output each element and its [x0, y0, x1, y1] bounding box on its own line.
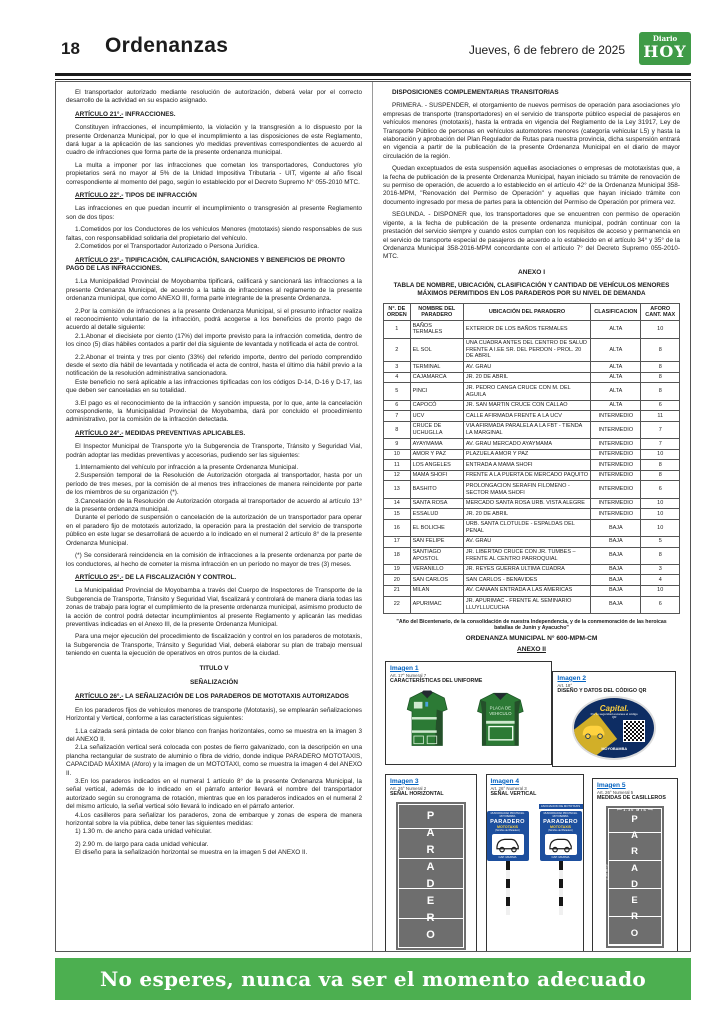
- qr-sticker-graphic: [574, 698, 654, 758]
- centered-heading: SEÑALIZACIÓN: [190, 678, 238, 686]
- table-cell: 10: [641, 321, 680, 338]
- table-cell: JR. LIBERTAD CRUCE CON JR. TUMBES – FRENTE AL CENTRO PARROQUIAL: [463, 547, 590, 564]
- table-cell: 7: [384, 411, 411, 422]
- bottom-banner: [55, 958, 691, 1000]
- table-cell: SAN CARLOS: [410, 575, 463, 586]
- table-cell: SAN CARLOS - BENAVIDES: [463, 575, 590, 586]
- paraderos-table-title: TABLA DE NOMBRE, UBICACIÓN, CLASIFICACIÓN Y CANTIDAD DE VEHÍCULOS MENORES MÁXIMOS PERMITIDOS EN LOS PARADEROS POR SU NIVEL DE DEMANDA: [393, 282, 670, 298]
- table-cell: 5: [641, 536, 680, 547]
- table-cell: INTERMEDIO: [591, 481, 641, 498]
- table-cell: AV. GRAU: [463, 536, 590, 547]
- sign-pictogram: [545, 834, 577, 855]
- table-cell: 6: [641, 400, 680, 411]
- figure-senal-vertical: [486, 774, 584, 951]
- paragraph: 2.Por la comisión de infracciones a la presente Ordenanza Municipal, si el presunto infractor realiza el reconocimiento voluntario de la infracción, podrá acogerse a los beneficios de pronto pago de acuerdo al detalle siguiente:: [66, 307, 362, 332]
- table-cell: CAPOCÓ: [410, 400, 463, 411]
- table-row: [384, 575, 680, 586]
- table-row: [384, 596, 680, 613]
- imagen3-link[interactable]: Imagen 3: [390, 777, 419, 785]
- paragraph: 3.En los paraderos indicados en el numeral 1 artículo 8° de la presente Ordenanza Municipal, la señal vertical, además de lo indicado en el párrafo anterior llevará el nombre del transportador autorizado según su cronograma de rotación, mientras que en los paraderos indicados en el numeral 2 del mismo artículo, la señal vertical sólo llevará lo indicado en el párrafo anterior.: [66, 778, 362, 811]
- qr-code-graphic: [623, 720, 645, 742]
- table-cell: TERMINAL: [410, 362, 463, 373]
- table-cell: 8: [641, 460, 680, 471]
- sign-subtitle: MOTOTAXIS: [549, 824, 572, 829]
- table-cell: 11: [384, 460, 411, 471]
- table-row: [384, 536, 680, 547]
- vertical-signs: [491, 804, 579, 916]
- paragraph: DISPOSICIONES COMPLEMENTARIAS TRANSITORIAS: [392, 89, 559, 96]
- column-header: N°. DE ORDEN: [384, 304, 411, 321]
- table-cell: 10: [641, 585, 680, 596]
- table-cell: BAÑOS TERMALES: [410, 321, 463, 338]
- table-cell: JR. 20 DE ABRIL: [463, 509, 590, 520]
- sign-title: PARADERO: [490, 818, 525, 825]
- sticker-brand: Capital.: [599, 703, 629, 713]
- road-letter: A: [426, 826, 436, 839]
- figure-senal-horizontal: [385, 774, 477, 951]
- figure-codigo-qr: [552, 671, 676, 767]
- transitory-dispositions: [383, 89, 680, 262]
- road-letter: P: [631, 813, 639, 825]
- road-letter: R: [426, 843, 436, 856]
- mototaxi-icon: [495, 836, 521, 853]
- figure-uniforme: [385, 661, 552, 765]
- road-letter: A: [631, 862, 639, 874]
- table-row: [384, 439, 680, 450]
- table-cell: 4: [641, 575, 680, 586]
- road-letter: O: [426, 928, 436, 941]
- table-cell: 8: [641, 470, 680, 481]
- article-number: ARTÍCULO 26°.-: [75, 693, 124, 701]
- table-cell: CRUCE DE UCHUGLLA: [410, 421, 463, 438]
- table-cell: ALTA: [591, 338, 641, 362]
- sign-board: [540, 811, 582, 861]
- table-cell: BASHITO: [410, 481, 463, 498]
- table-cell: 14: [384, 498, 411, 509]
- anexo2-figures-row2: [383, 774, 680, 951]
- table-cell: INTERMEDIO: [591, 470, 641, 481]
- table-cell: INTERMEDIO: [591, 509, 641, 520]
- table-cell: BAJA: [591, 575, 641, 586]
- table-cell: 8: [384, 421, 411, 438]
- road-letter: O: [630, 927, 640, 939]
- table-header: [384, 304, 680, 321]
- paragraph: 1) 1.30 m. de ancho para cada unidad vehicular.: [75, 828, 212, 836]
- paragraph: Durante el período de suspensión o cancelación de la autorización de un transportador para operar en el paradero fijo de mototaxis autorizado, la operación para la prestación del servicio de transporte público en este lugar se desarrollará de acuerdo a lo indicado en el numeral 2 artículo 8° de la presente Ordenanza Municipal.: [66, 514, 362, 547]
- table-cell: APURIMAC: [410, 596, 463, 613]
- table-cell: SANTA ROSA: [410, 498, 463, 509]
- table-row: [384, 411, 680, 422]
- article-number: ARTÍCULO 22°.-: [75, 192, 124, 200]
- table-row: [384, 547, 680, 564]
- road-letter: A: [631, 830, 639, 842]
- article-number: ARTÍCULO 25°.-: [75, 573, 124, 581]
- table-row: [384, 338, 680, 362]
- page-header: [55, 30, 691, 72]
- table-row: [384, 362, 680, 373]
- paragraph: PRIMERA. - SUSPENDER, el otorgamiento de nuevos permisos de operación para asociaciones y/o empresas de transporte (transportadores) en el servicio de transporte público especial de pasajeros en vehículos menores (mototaxis), hasta la entrada en vigencia del Reglamento de la Ley 31917, Ley de Transporte Público de personas en vehículos automotores menores (categoría vehicular L5) y hasta la elaboración y aprobación del Plan Regulador de Rutas para nuestra provincia, dicha suspensión entrará en vigencia a partir de la publicación de la presente Ordenanza Municipal en el diario de mayor circulación de la región.: [383, 102, 680, 160]
- road-letter: D: [631, 878, 639, 890]
- table-cell: 8: [641, 338, 680, 362]
- table-cell: INTERMEDIO: [591, 449, 641, 460]
- table-cell: 15: [384, 509, 411, 520]
- paragraph: 2.Suspensión temporal de la Resolución de Autorización otorgada al transportador, hasta por un período de tres meses, por la comisión de al menos tres infracciones de manera reincidente por parte de los miembros de su organización (*).: [66, 472, 362, 497]
- imagen2-ref: Art. 18°: [557, 682, 573, 688]
- paragraph: 1.La Municipalidad Provincial de Moyobamba tipificará, calificará y sancionará las infracciones a la presente Ordenanza Municipal, de acuerdo a la tabla de infracciones al reglamento de la presente ordenanza municipal, que como ANEXO III, forma parte integrante de la presente Ordenanza.: [66, 278, 362, 303]
- table-cell: UCV: [410, 411, 463, 422]
- road-letter: E: [426, 894, 436, 907]
- sign-capacity: CAP. MAXIMA: [551, 854, 570, 859]
- paragraph: SEGUNDA. - DISPONER que, los transportadores que se encuentren con permiso de operación vigente, a la fecha de publicación de la presente ordenanza municipal, podrán continuar con la prestación del servicio siempre y cuando estos cumplan con los requisitos de acceso y permanencia en el servicio de transporte especial de pasajeros de acuerdo a lo establecido en el artículo 34° y 35° de la Ordenanza Municipal 358-2016-MPM concordante con el artículo 7° del Decreto Supremo 055-2010-MTC.: [383, 211, 680, 261]
- table-cell: JR. SAN MARTIN CRUCE CON CALLAO: [463, 400, 590, 411]
- sign-pictogram: [492, 834, 524, 855]
- table-cell: AYAYMAMA: [410, 439, 463, 450]
- paragraph: 2.Cometidos por el Transportador Autorizado o Persona Jurídica.: [75, 243, 260, 251]
- column-header: CLASIFICACION: [591, 304, 641, 321]
- table-cell: INTERMEDIO: [591, 421, 641, 438]
- imagen2-link[interactable]: Imagen 2: [557, 674, 587, 682]
- table-cell: 13: [384, 481, 411, 498]
- imagen1-title: CARACTERÍSTICAS DEL UNIFORME: [390, 678, 483, 685]
- paragraph: Este beneficio no será aplicable a las infracciones tipificadas con los códigos D-14, D-16 y D-17, las que deben ser canceladas en su totalidad.: [66, 378, 362, 395]
- table-cell: ALTA: [591, 321, 641, 338]
- table-row: [384, 372, 680, 383]
- table-cell: ALTA: [591, 372, 641, 383]
- article-number: ARTÍCULO 24°.-: [75, 429, 124, 437]
- imagen1-ref: Art. 17° Numeral 7: [390, 672, 427, 678]
- article-heading: ARTÍCULO 21°.- INFRACCIONES.: [75, 110, 176, 118]
- sign-board: [487, 811, 529, 861]
- table-cell: 9: [384, 439, 411, 450]
- article-frame: [55, 81, 691, 952]
- table-row: [384, 449, 680, 460]
- section-title: Ordenanzas: [105, 34, 229, 57]
- uniform-vests-graphic: [393, 686, 545, 750]
- paragraph: 1.La calzada será pintada de color blanco con franjas horizontales, como se muestra en la imagen 3 del ANEXO II.: [66, 727, 362, 743]
- road-letter: E: [631, 895, 639, 907]
- sticker-city: MOYOBAMBA: [601, 747, 628, 752]
- road-letter: R: [631, 846, 639, 858]
- table-row: [384, 498, 680, 509]
- table-cell: 1: [384, 321, 411, 338]
- paragraph: 2.1.Abonar el diecisiete por ciento (17%) del importe previsto para la infracción cometida, dentro de los cinco (5) días hábiles contados a partir del día siguiente de levantada y notificada el acta de control.: [66, 332, 362, 349]
- page-number: 18: [61, 39, 80, 58]
- mototaxi-icon: [548, 836, 574, 853]
- table-cell: CALLE AFIRMADA FRENTE A LA UCV: [463, 411, 590, 422]
- paragraph: 2.2.Abonar el treinta y tres por ciento (33%) del referido importe, dentro del período comprendido desde el sexto día hábil de levantada y notificada el acta de control, hasta el último día hábil previo a la notificación de la resolución administrativa sancionadora.: [66, 353, 362, 378]
- sign-header: MUNICIPALIDAD PROVINCIAL MOYOBAMBA: [490, 811, 525, 818]
- table-row: [384, 481, 680, 498]
- vest-back-text-1: PLACA DE: [489, 704, 511, 710]
- table-cell: INTERMEDIO: [591, 439, 641, 450]
- table-header-row: [384, 304, 680, 321]
- table-cell: 19: [384, 564, 411, 575]
- table-cell: LOS ANGELES: [410, 460, 463, 471]
- article-heading: ARTÍCULO 23°.- TIPIFICACIÓN, CALIFICACIÓN, SANCIONES Y BENEFICIOS DE PRONTO PAGO DE LAS INFRACCIONES.: [66, 256, 345, 272]
- table-cell: INTERMEDIO: [591, 411, 641, 422]
- paragraph: En los paraderos fijos de vehículos menores de transporte (Mototaxis), se emplearán señalizaciones Horizontal y Vertical, conforme a las características siguientes:: [66, 706, 362, 723]
- vest-back-text-2: VEHICULO: [488, 710, 512, 716]
- table-cell: 10: [641, 498, 680, 509]
- road-marking-graphic: [396, 802, 466, 950]
- table-cell: ALTA: [591, 362, 641, 373]
- depth-measure-label: 2.90 MTS: [604, 864, 609, 880]
- bicentenario-motto: "Año del Bicentenario, de la consolidación de nuestra Independencia, y de la conmemoración de las heroicas batallas de Junín y Ayacucho": [396, 618, 667, 632]
- table-cell: 11: [641, 411, 680, 422]
- table-cell: EXTERIOR DE LOS BAÑOS TERMALES: [463, 321, 590, 338]
- width-measure-label: ⟵ 1.30 MTS ⟶: [617, 807, 653, 812]
- sign-pole: [559, 861, 563, 915]
- anexo1-label: ANEXO I: [517, 268, 546, 276]
- table-cell: ALTA: [591, 400, 641, 411]
- anexo2-figures-row1: [383, 661, 680, 767]
- sign-pole: [506, 861, 510, 915]
- table-cell: JR. REYES GUERRA ULTIMA CUADRA: [463, 564, 590, 575]
- paragraph: Quedan exceptuados de esta suspensión aquellas asociaciones o empresas de mototaxistas que, a la fecha de publicación de la presente Ordenanza Municipal, hayan iniciado su trámite de renovación de su permiso de operación, de acuerdo a lo establecido en el artículo 42° de la Ordenanza Municipal 358-2016-MPM, "Renovación del Permiso de Operación" y aquellas que hayan iniciado trámite con documento ingresado por mesa de partes para la obtención del Permiso de Operación por primera vez.: [383, 165, 680, 206]
- paragraph: Las infracciones en que puedan incurrir el incumplimiento o transgresión al presente Reglamento son de dos tipos:: [66, 205, 362, 221]
- table-cell: JR. PEDRO CANGA CRUCE CON M. DEL AGUILA: [463, 383, 590, 400]
- table-cell: 10: [641, 519, 680, 536]
- paragraph: 1.Cometidos por los Conductores de los vehículos Menores (mototaxis) siendo responsables de sus faltas, con responsabilidad solidaria del propietario del vehículo.: [66, 226, 362, 242]
- imagen4-title: SEÑAL VERTICAL: [490, 791, 537, 798]
- table-body: [384, 321, 680, 613]
- table-cell: PROLONGACION SERAFIN FILOMENO - SECTOR MAMA SHOFI: [463, 481, 590, 498]
- table-cell: BAJA: [591, 536, 641, 547]
- table-cell: PLAZUELA AMOR Y PAZ: [463, 449, 590, 460]
- column-header: AFORO CANT. MAX: [641, 304, 680, 321]
- table-cell: SAN FELIPE: [410, 536, 463, 547]
- table-cell: ALTA: [591, 383, 641, 400]
- header-rule: [55, 73, 691, 80]
- table-row: [384, 400, 680, 411]
- table-cell: 3: [384, 362, 411, 373]
- table-cell: 21: [384, 585, 411, 596]
- paragraph: 3.El pago es el reconocimiento de la infracción y sanción impuesta, por lo que, ante la cancelación correspondiente, la Municipalidad Provincial de Moyobamba, dará por concluido el procedimiento administrativo, por la comisión de la infracción detectada.: [66, 399, 362, 424]
- centered-heading: TITULO V: [199, 664, 229, 672]
- paragraph: (*) Se considerará reincidencia en la comisión de infracciones a la presente ordenanza por parte de los conductores, al hecho de cometer la misma infracción en un período no mayor de tres (3) meses.: [66, 552, 362, 568]
- diario-hoy-logo: [639, 32, 691, 65]
- article-heading: ARTÍCULO 22°.- TIPOS DE INFRACCIÓN: [75, 192, 197, 200]
- table-cell: 8: [641, 383, 680, 400]
- table-row: [384, 383, 680, 400]
- logo-main-text: HOY: [643, 42, 687, 61]
- imagen5-link[interactable]: Imagen 5: [597, 781, 626, 789]
- paragraph: 2.La señalización vertical será colocada con postes de fierro galvanizado, con la descripción en una plancha rectangular de sustrato de aluminio o fibra de vidrio, donde indique PARADERO MOTOTAXIS, CAPACIDAD MÁXIMA (Aforo) y la imagen de un MOTOTAXI, como se muestra la imagen 4 del ANEXO II.: [66, 744, 362, 777]
- table-cell: AMOR Y PAZ: [410, 449, 463, 460]
- sign-capacity: CAP. MAXIMA: [498, 854, 517, 859]
- table-cell: CAJAMARCA: [410, 372, 463, 383]
- column-header: NOMBRE DEL PARADERO: [410, 304, 463, 321]
- table-cell: 12: [384, 470, 411, 481]
- anexo2-label: ANEXO II: [517, 646, 546, 654]
- table-cell: 8: [641, 547, 680, 564]
- logo-top-text: Diario: [652, 34, 678, 43]
- table-cell: BAJA: [591, 519, 641, 536]
- table-cell: JR. APURIMAC - FRENTE AL SEMINARIO LLUYLLUCUCHA: [463, 596, 590, 613]
- article-number: ARTÍCULO 21°.-: [75, 110, 124, 118]
- edition-date: Jueves, 6 de febrero de 2025: [468, 43, 625, 57]
- table-cell: ENTRADA A MAMA SHOFI: [463, 460, 590, 471]
- imagen5-ref: Art. 26° Numeral 5: [597, 789, 634, 795]
- paragraph: La Municipalidad Provincial de Moyobamba a través del Cuerpo de Inspectores de Transporte de la Subgerencia de Transporte, Tránsito y Seguridad Vial, fiscalizará y controlará de manera diaria todas las zonas de trabajo para lograr el cumplimiento de la presente ordenanza municipal, asimismo producto de la acción de control podrá detectar incumplimientos al presente Reglamento y aplicarán las medidas preventivas indicadas en el Anexo III, de la presente Ordenanza Municipal.: [66, 587, 362, 628]
- table-cell: URB. SANTA CLOTULDE - ESPALDAS DEL PENAL: [463, 519, 590, 536]
- sign-title: PARADERO: [543, 818, 578, 825]
- paragraph: 4.Los casilleros para señalizar los paraderos, zona de embarque y zonas de espera de manera horizontal sobre la vía pública, debe tener las siguientes medidas:: [66, 811, 362, 828]
- paradero-sign-right: [539, 804, 583, 916]
- table-cell: 10: [641, 449, 680, 460]
- paragraph: 1.Internamiento del vehículo por infracción a la presente Ordenanza Municipal.: [75, 464, 299, 472]
- left-column: [56, 82, 373, 951]
- table-cell: BAJA: [591, 547, 641, 564]
- road-letter: R: [631, 911, 639, 923]
- table-cell: 8: [641, 372, 680, 383]
- table-row: [384, 564, 680, 575]
- table-row: [384, 460, 680, 471]
- mototaxi-icon: [581, 722, 607, 740]
- table-cell: 17: [384, 536, 411, 547]
- table-cell: 6: [641, 596, 680, 613]
- sticker-tagline: Por tu seguridad escanea el código QR: [590, 711, 638, 720]
- imagen2-title: DISEÑO Y DATOS DEL CÓDIGO QR: [557, 688, 647, 695]
- table-cell: UNA CUADRA ANTES DEL CENTRO DE SALUD FRENTE A I.EE SR. DEL PERDON - PROL. 20 DE ABRIL: [463, 338, 590, 362]
- sign-header: MUNICIPALIDAD PROVINCIAL MOYOBAMBA: [543, 811, 578, 818]
- road-letter: D: [426, 877, 436, 890]
- imagen3-ref: Art. 26° Numeral 2: [390, 785, 427, 791]
- table-cell: 7: [641, 421, 680, 438]
- table-cell: AV. GRAU: [463, 362, 590, 373]
- imagen1-link[interactable]: Imagen 1: [390, 664, 419, 672]
- figure-medidas-casilleros: [592, 778, 678, 951]
- paragraph: Para una mejor ejecución del procedimiento de fiscalización y control en los paraderos de mototaxis, la Subgerencia de Transporte, Tránsito y Seguridad Vial, deberá elaborar su plan de trabajo mensual teniendo en cuenta la ejecución de operativos en otros puntos de la ciudad.: [66, 633, 362, 658]
- article-number: ARTÍCULO 23°.-: [75, 256, 124, 264]
- sign-subtitle: MOTOTAXIS: [496, 824, 519, 829]
- table-cell: INTERMEDIO: [591, 460, 641, 471]
- table-cell: 5: [384, 383, 411, 400]
- table-cell: 18: [384, 547, 411, 564]
- table-row: [384, 585, 680, 596]
- road-letter: R: [426, 911, 436, 924]
- article-heading: ARTÍCULO 26°.- LA SEÑALIZACIÓN DE LOS PARADEROS DE MOTOTAXIS AUTORIZADOS: [75, 693, 349, 701]
- imagen5-title: MEDIDAS DE CASILLEROS: [597, 795, 666, 802]
- table-cell: EL SOL: [410, 338, 463, 362]
- right-column: [373, 82, 690, 951]
- table-cell: SANTIAGO APOSTOL: [410, 547, 463, 564]
- table-row: [384, 421, 680, 438]
- table-cell: 6: [641, 481, 680, 498]
- paragraph: El Inspector Municipal de Transporte y/o la Subgerencia de Transporte, Tránsito y Seguridad Vial, podrán adoptar las medidas preventivas y accesorias, pudiendo ser las siguientes:: [66, 443, 362, 459]
- casillero-measures-graphic: [606, 806, 664, 948]
- table-cell: MILAN: [410, 585, 463, 596]
- table-cell: 16: [384, 519, 411, 536]
- road-letter: A: [426, 860, 436, 873]
- table-cell: ESSALUD: [410, 509, 463, 520]
- table-cell: VERANILLO: [410, 564, 463, 575]
- table-cell: AV. GRAU MERCADO AYAYMAMA: [463, 439, 590, 450]
- road-letter: P: [426, 809, 436, 822]
- paragraph: La multa a imponer por las infracciones que cometan los transportadores, Conductores y/o propietarios será no mayor al 5% de la Unidad Impositiva Tributaria - UIT, vigente al año fiscal correspondiente al momento del pago, según lo establecido por el Decreto Supremo N° 055-2010 MTC.: [66, 161, 362, 186]
- table-cell: INTERMEDIO: [591, 498, 641, 509]
- table-cell: VIA AFIRMADA PARALELA A LA FBT - TIENDA LA MARGINAL: [463, 421, 590, 438]
- paraderos-table: [383, 303, 680, 614]
- table-cell: PINCI: [410, 383, 463, 400]
- imagen4-ref: Art. 26° Numeral 3: [490, 785, 527, 791]
- table-cell: 8: [641, 362, 680, 373]
- table-cell: 22: [384, 596, 411, 613]
- paragraph: Constituyen infracciones, el incumplimiento, la violación y la transgresión a lo dispuesto por la presente Ordenanza Municipal, por lo que el incumplimiento a las disposiciones de este Reglamento, dará lugar a la aplicación de las sanciones y/o medidas preventivas correspondientes de acuerdo al cuadro de infracciones que forma parte de la presente ordenanza municipal.: [66, 124, 362, 157]
- table-row: [384, 519, 680, 536]
- table-cell: 6: [384, 400, 411, 411]
- paragraph: El diseño para la señalización horizontal se muestra en la imagen 5 del ANEXO II.: [75, 849, 308, 857]
- paradero-sign-left: [487, 811, 529, 915]
- table-cell: JR. 20 DE ABRIL: [463, 372, 590, 383]
- table-cell: 10: [384, 449, 411, 460]
- table-row: [384, 509, 680, 520]
- table-cell: MAMA SHOFI: [410, 470, 463, 481]
- table-cell: 7: [641, 439, 680, 450]
- banner-slogan: No esperes, nunca va ser el momento adecuado: [99, 967, 647, 991]
- table-cell: MERCADO SANTA ROSA URB. VISTA ALEGRE: [463, 498, 590, 509]
- ordinance-number: ORDENANZA MUNICIPAL N° 600-MPM-CM: [465, 634, 598, 642]
- paragraph: 3.Cancelación de la Resolución de Autorización otorgada al transportador de acuerdo al artículo 13° de la presente ordenanza municipal.: [66, 497, 362, 514]
- table-cell: 20: [384, 575, 411, 586]
- article-heading: ARTÍCULO 24°.- MEDIDAS PREVENTIVAS APLICABLES.: [75, 429, 246, 437]
- table-cell: BAJA: [591, 596, 641, 613]
- table-cell: FRENTE A LA PUERTA DE MERCADO PAQUITO: [463, 470, 590, 481]
- table-cell: AV. CANAAN ENTRADA A LAS AMERICAS: [463, 585, 590, 596]
- table-cell: 2: [384, 338, 411, 362]
- table-cell: 3: [641, 564, 680, 575]
- sign-note: (Nombre del Paradero): [495, 828, 520, 832]
- paragraph: El transportador autorizado mediante resolución de autorización, deberá velar por el correcto desarrollo de la actividad en su espacio asignado.: [66, 89, 362, 105]
- table-cell: 4: [384, 372, 411, 383]
- imagen3-title: SEÑAL HORIZONTAL: [390, 791, 444, 798]
- association-plate: ASOCIACION DE MOTOTAXIS: [539, 804, 583, 809]
- table-row: [384, 321, 680, 338]
- column-header: UBICACIÓN DEL PARADERO: [463, 304, 590, 321]
- table-row: [384, 470, 680, 481]
- table-cell: BAJA: [591, 585, 641, 596]
- table-cell: EL BOLICHE: [410, 519, 463, 536]
- table-cell: 10: [641, 509, 680, 520]
- paragraph: 2) 2.90 m. de largo para cada unidad vehicular.: [75, 840, 209, 848]
- sign-note: (Nombre del Paradero): [548, 828, 573, 832]
- article-heading: ARTÍCULO 25°.- DE LA FISCALIZACIÓN Y CONTROL.: [75, 573, 237, 581]
- imagen4-link[interactable]: Imagen 4: [490, 777, 520, 785]
- table-cell: BAJA: [591, 564, 641, 575]
